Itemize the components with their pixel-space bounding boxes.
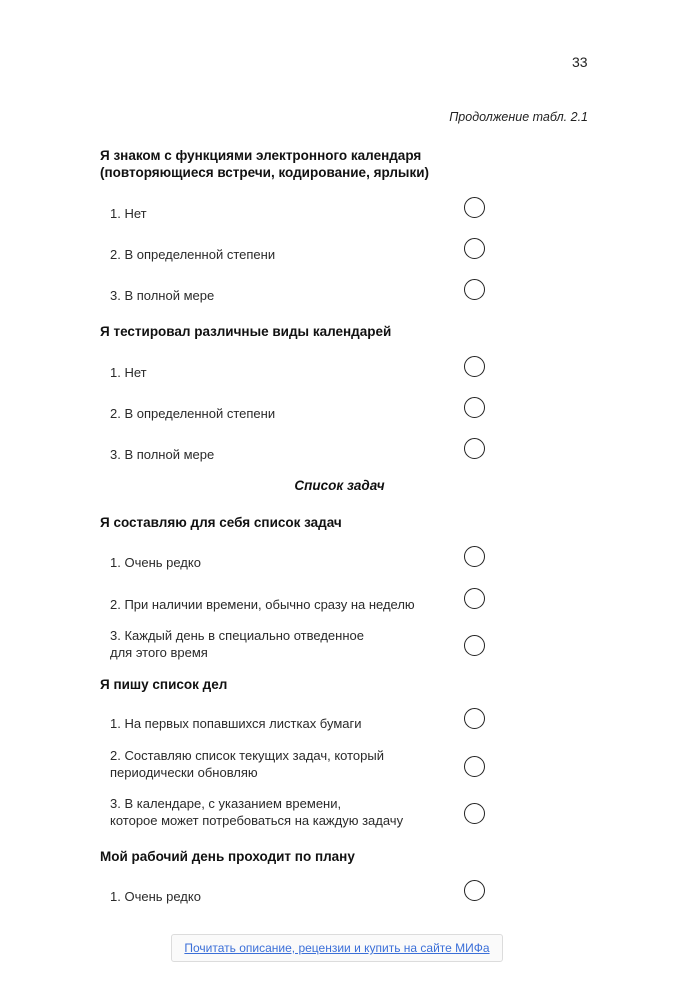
radio-button[interactable] [464, 803, 485, 824]
buy-book-link[interactable]: Почитать описание, рецензии и купить на сайте МИФа [171, 934, 503, 962]
radio-button[interactable] [464, 588, 485, 609]
option-label: 1. На первых попавшихся листках бумаги [110, 716, 362, 731]
option-label: 3. Каждый день в специально отведенное для этого время [110, 628, 364, 660]
option-label: 2. Составляю список текущих задач, который периодически обновляю [110, 748, 384, 780]
question-tested-calendars: Я тестировал различные виды календарей [100, 324, 392, 339]
question-todo-list: Я пишу список дел [100, 677, 228, 692]
question-workday-plan: Мой рабочий день проходит по плану [100, 849, 355, 864]
option-label: 1. Нет [110, 365, 147, 380]
question-task-list: Я составляю для себя список задач [100, 515, 342, 530]
radio-button[interactable] [464, 279, 485, 300]
option-label: 3. В полной мере [110, 288, 215, 303]
option-label: 1. Нет [110, 206, 147, 221]
question-calendar-functions: Я знаком с функциями электронного календаря (повторяющиеся встречи, кодирование, ярлыки) [100, 148, 430, 180]
radio-button[interactable] [464, 238, 485, 259]
radio-button[interactable] [464, 546, 485, 567]
radio-button[interactable] [464, 356, 485, 377]
option-label: 2. В определенной степени [110, 406, 276, 421]
radio-button[interactable] [464, 635, 485, 656]
radio-button[interactable] [464, 756, 485, 777]
option-label: 1. Очень редко [110, 555, 201, 570]
section-title: Список задач [294, 478, 385, 493]
radio-button[interactable] [464, 880, 485, 901]
table-continuation-label: Продолжение табл. 2.1 [449, 110, 588, 124]
option-label: 2. При наличии времени, обычно сразу на неделю [110, 597, 415, 612]
radio-button[interactable] [464, 197, 485, 218]
option-label: 3. В календаре, с указанием времени, которое может потребоваться на каждую задачу [110, 796, 404, 828]
option-label: 3. В полной мере [110, 447, 215, 462]
radio-button[interactable] [464, 438, 485, 459]
option-label: 2. В определенной степени [110, 247, 276, 262]
radio-button[interactable] [464, 397, 485, 418]
page-number: 33 [572, 54, 588, 70]
radio-button[interactable] [464, 708, 485, 729]
option-label: 1. Очень редко [110, 889, 201, 904]
